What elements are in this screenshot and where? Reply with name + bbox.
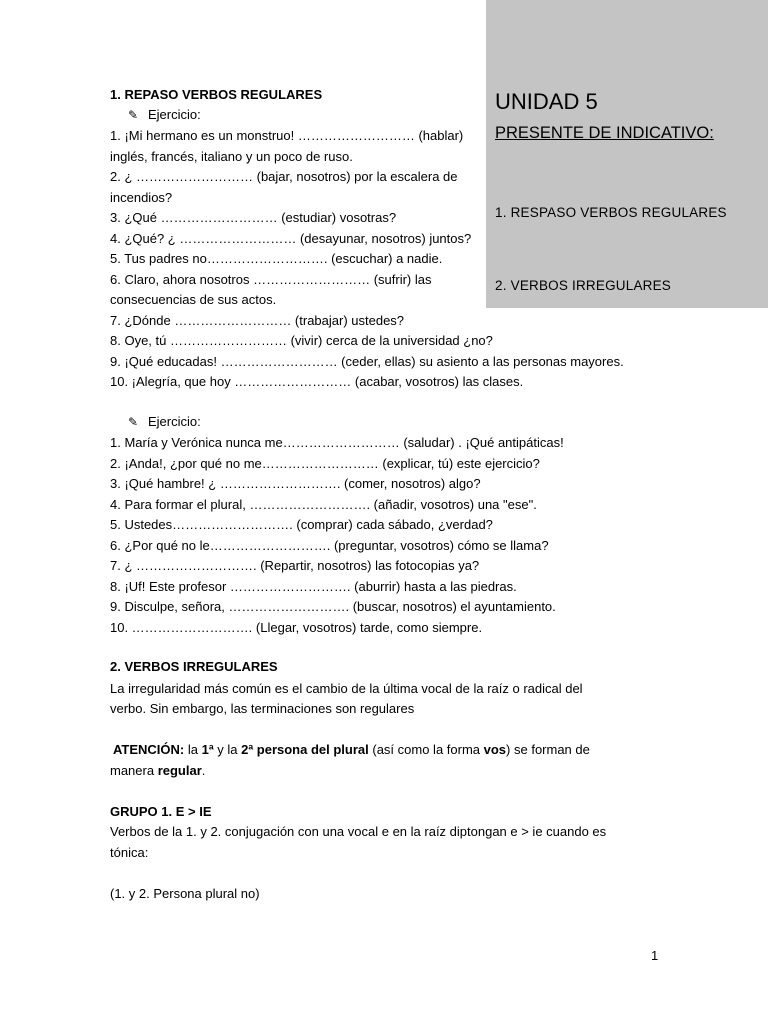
attention-line-2 [110,761,205,781]
ex1-line: consecuencias de sus actos. [110,292,277,307]
page-number: 1 [651,948,659,963]
ex1-line: 7. ¿Dónde ……………………… (trabajar) ustedes? [110,312,405,328]
ex2-line: 5. Ustedes………………………. (comprar) cada sábado, ¿verdad? [110,517,493,532]
ex1-line: 1. ¡Mi hermano es un monstruo! ……………………… (hablar) [110,128,464,143]
ex2-line: 8. ¡Uf! Este profesor ………………………. (aburrir) hasta a las piedras. [110,578,517,594]
ex2-line: 3. ¡Qué hambre! ¿ ………………………. (comer, nosotros) algo? [110,476,481,491]
unit-side-panel [486,0,768,308]
section2-intro-line: La irregularidad más común es el cambio de la última vocal de la raíz o radical del [110,681,583,696]
ex1-line: 3. ¿Qué ……………………… (estudiar) vosotras? [110,210,397,225]
ex2-line: 6. ¿Por qué no le………………………. (preguntar, vosotros) cómo se llama? [110,537,549,553]
ex1-line: 6. Claro, ahora nosotros ……………………… (sufrir) las [110,271,432,287]
unit-topic-1: 1. RESPASO VERBOS REGULARES [495,205,727,220]
exercise1-label-row [128,105,201,125]
ex2-line: 10. ………………………. (Llegar, vosotros) tarde, como siempre. [110,619,483,635]
ex1-line: 8. Oye, tú ……………………… (vivir) cerca de la universidad ¿no? [110,333,493,348]
ex1-line: 5. Tus padres no………………………. (escuchar) a nadie. [110,251,443,266]
exercise2-label-row [128,412,201,432]
unit-title: UNIDAD 5 [495,89,598,114]
section2-heading: 2. VERBOS IRREGULARES [110,659,278,674]
attention-text: manera [110,763,158,778]
exercise1-label: Ejercicio: [148,107,201,122]
attention-first: 1ª [201,742,214,757]
ex1-line: 4. ¿Qué? ¿ ……………………… (desayunar, nosotros) juntos? [110,230,472,246]
exercise2-label: Ejercicio: [148,414,201,429]
attention-text: la [184,742,202,757]
ex2-line: 1. María y Verónica nunca me……………………… (saludar) . ¡Qué antipáticas! [110,435,564,450]
attention-text: (así como la forma [368,742,484,757]
attention-regular: regular [157,763,202,778]
group1-line: tónica: [110,845,149,860]
attention-text: y la [213,742,242,757]
attention-text: ) se forman de [506,742,590,757]
attention-label: ATENCIÓN: [113,742,185,757]
pencil-icon: ✎ [128,415,139,429]
ex2-line: 9. Disculpe, señora, ………………………. (buscar, nosotros) el ayuntamiento. [110,599,556,614]
ex2-line: 7. ¿ ………………………. (Repartir, nosotros) las fotocopias ya? [110,558,480,573]
attention-text: . [201,763,206,778]
ex2-line: 2. ¡Anda!, ¿por qué no me……………………… (explicar, tú) este ejercicio? [110,455,540,471]
group1-heading: GRUPO 1. E > IE [110,804,212,819]
attention-line [113,740,590,760]
group1-line: Verbos de la 1. y 2. conjugación con una vocal e en la raíz diptongan e > ie cuando es [110,824,607,839]
pencil-icon: ✎ [128,108,139,122]
ex1-line: incendios? [110,189,173,205]
ex1-line: 10. ¡Alegría, que hoy ……………………… (acabar, vosotros) las clases. [110,374,524,389]
attention-second: 2ª persona del plural [241,742,369,757]
ex2-line: 4. Para formar el plural, ………………………. (añadir, vosotros) una "ese". [110,496,537,512]
unit-subtitle: PRESENTE DE INDICATIVO: [495,124,714,142]
section1-heading: 1. REPASO VERBOS REGULARES [110,87,323,102]
ex1-line: 2. ¿ ……………………… (bajar, nosotros) por la escalera de [110,169,458,184]
attention-vos: vos [483,742,507,757]
ex1-line: inglés, francés, italiano y un poco de ruso. [110,148,353,164]
ex1-line: 9. ¡Qué educadas! ……………………… (ceder, ellas) su asiento a las personas mayores. [110,353,624,369]
unit-topic-2: 2. VERBOS IRREGULARES [495,278,672,293]
section2-intro-line: verbo. Sin embargo, las terminaciones son regulares [110,701,415,716]
group1-note: (1. y 2. Persona plural no) [110,886,260,901]
